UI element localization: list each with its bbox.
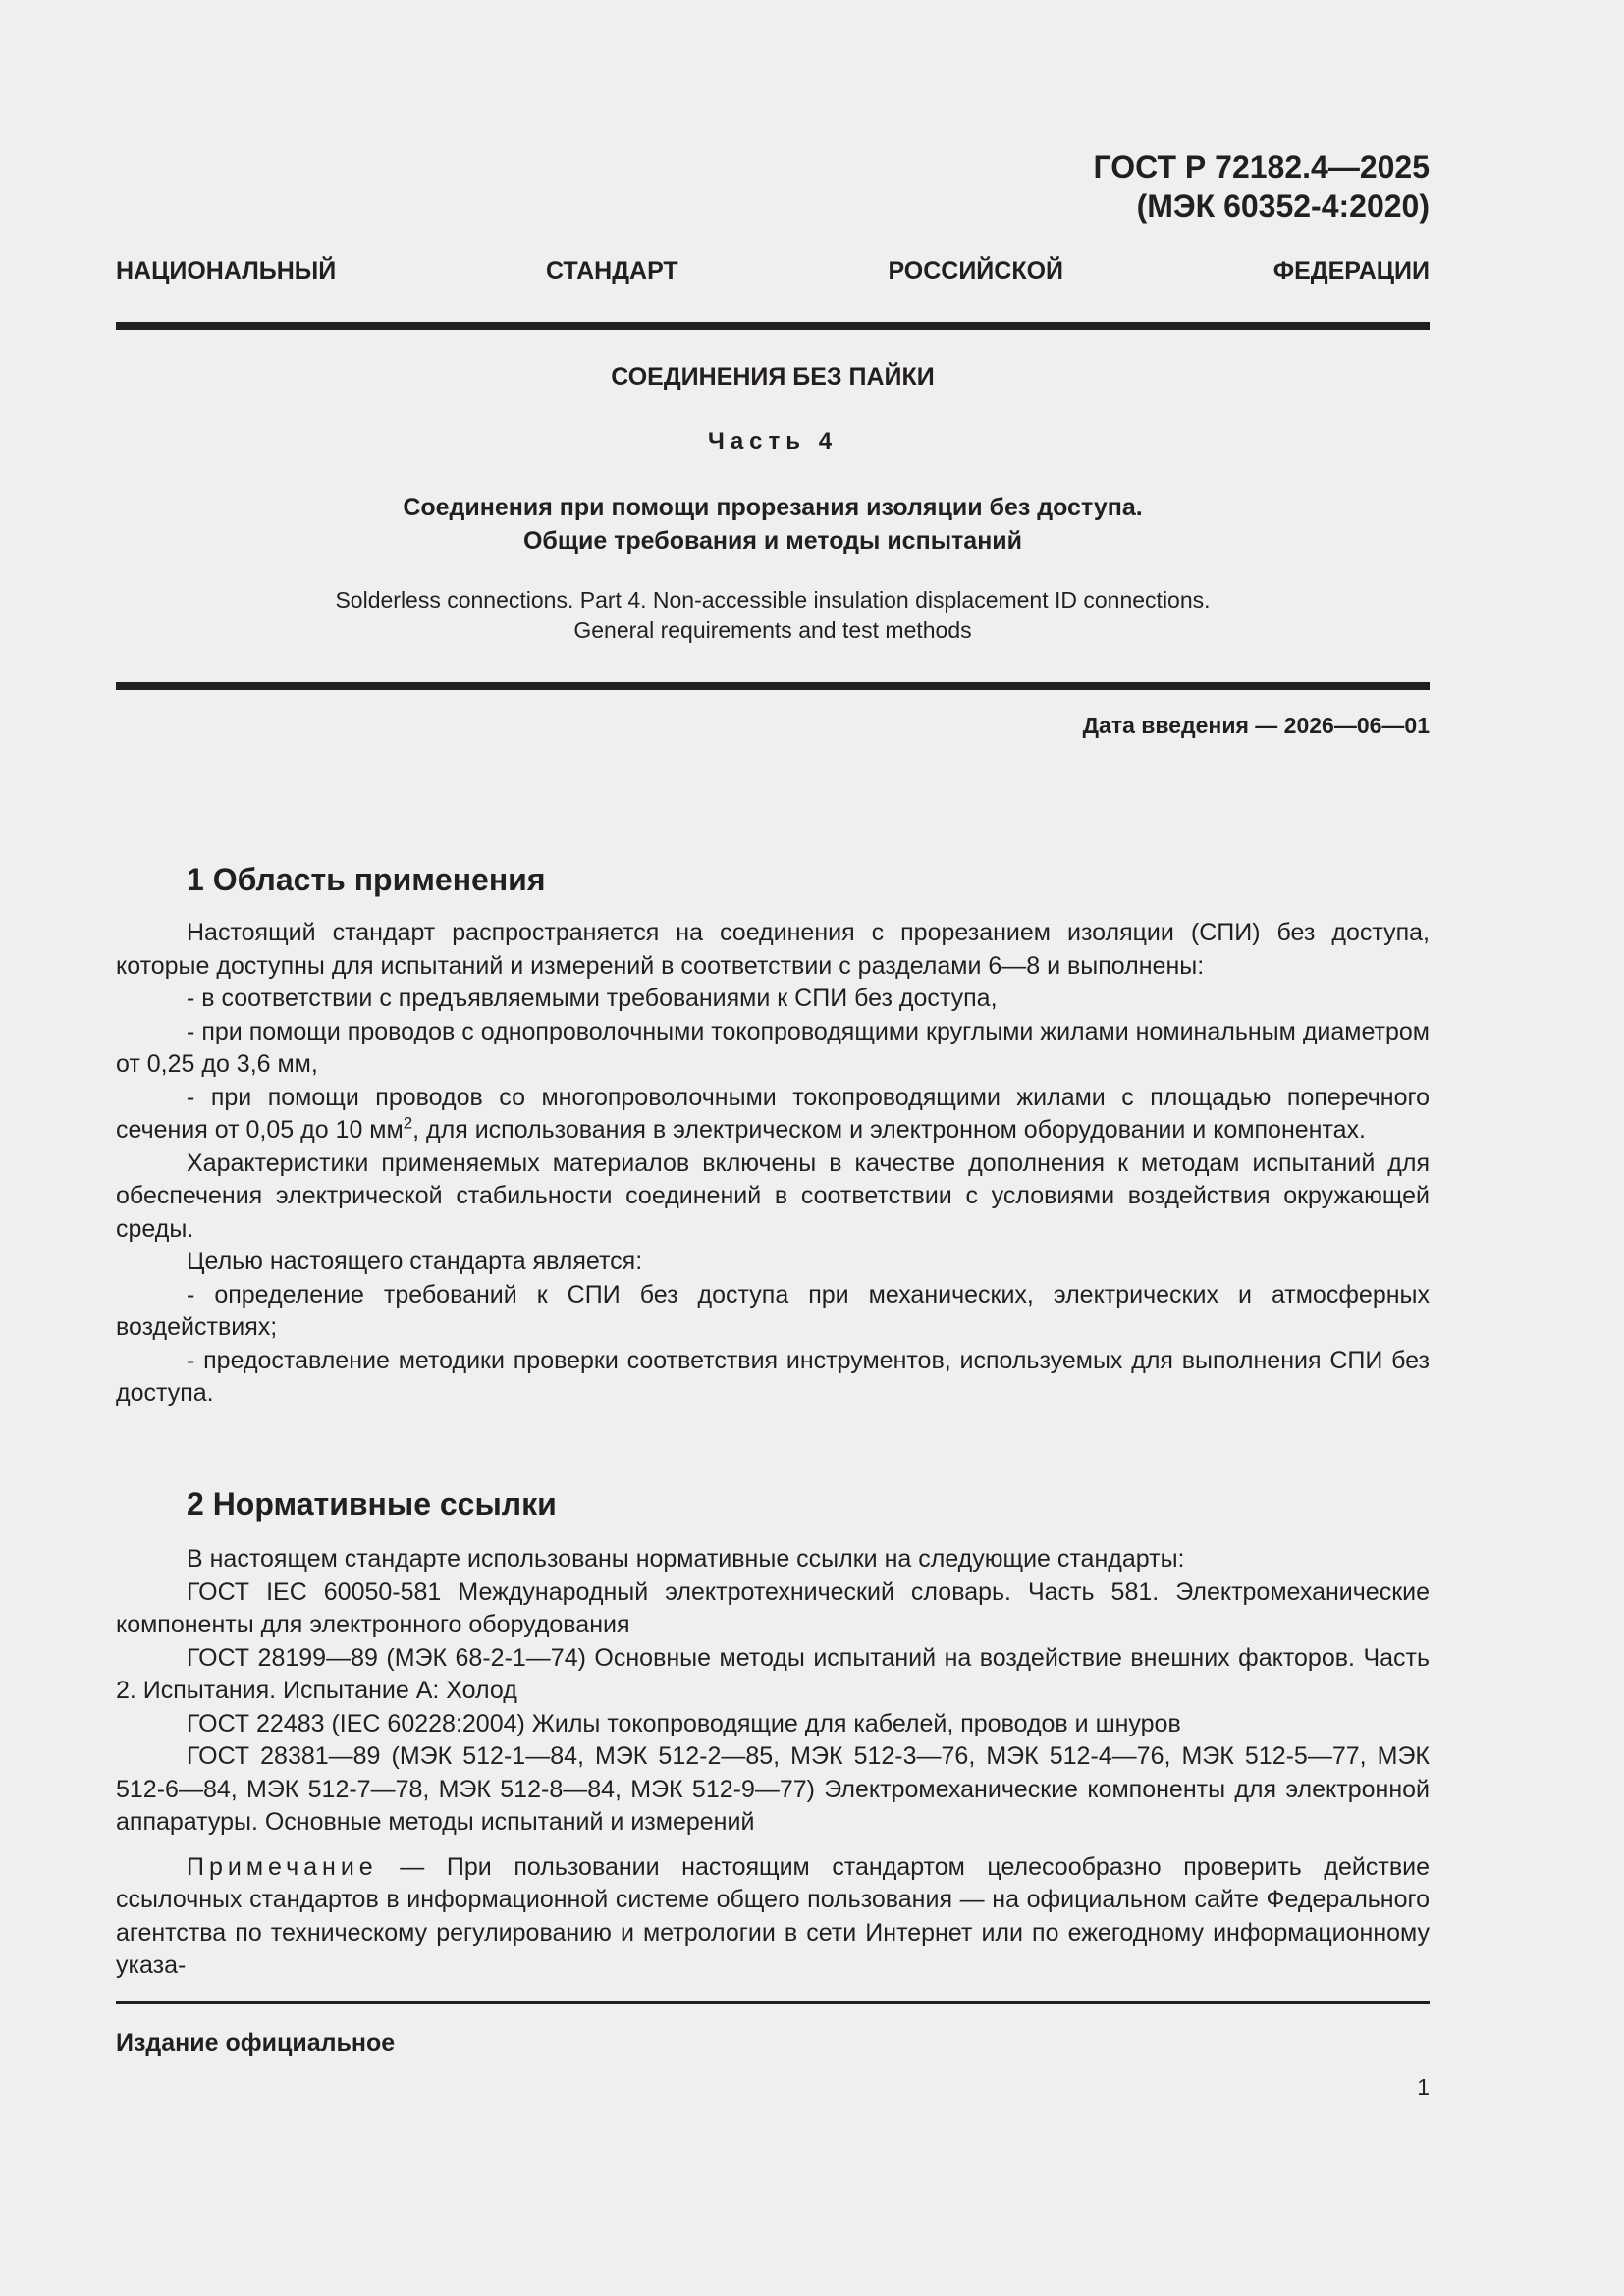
english-title-line1: Solderless connections. Part 4. Non-accessible insulation displacement ID connections. <box>335 587 1211 613</box>
english-title-line2: General requirements and test methods <box>573 617 972 643</box>
subtitle-line2: Общие требования и методы испытаний <box>522 527 1023 555</box>
paragraph: В настоящем стандарте использованы нормативные ссылки на следующие стандарты: <box>187 1545 1185 1573</box>
section-heading: 1 Область применения <box>187 862 546 897</box>
english-title <box>116 585 1430 646</box>
paragraph: Целью настоящего стандарта является: <box>187 1248 643 1275</box>
document-subtitle <box>116 491 1430 558</box>
reference-item: ГОСТ 22483 (IEC 60228:2004) Жилы токопроводящие для кабелей, проводов и шнуров <box>187 1709 1181 1737</box>
standard-code <box>1094 147 1430 226</box>
note-text: — При пользовании настоящим стандартом целесообразно проверить действие ссылочных стандартов в информационной системе общего пользования — на официальном сайте Федерального агентства по техническому регулированию и метрологии в сети Интернет или по ежегодному информационному указа- <box>116 1852 1430 1979</box>
standard-code-line1: ГОСТ Р 72182.4—2025 <box>1093 149 1430 185</box>
banner-word: НАЦИОНАЛЬНЫЙ <box>116 257 337 285</box>
note <box>116 1851 1430 1983</box>
list-item: - в соответствии с предъявляемыми требованиями к СПИ без доступа, <box>187 985 998 1012</box>
standard-code-line2: (МЭК 60352-4:2020) <box>1136 188 1430 224</box>
part-label: Часть 4 <box>707 428 839 454</box>
list-item: - предоставление методики проверки соответствия инструментов, используемых для выполнения СПИ без доступа. <box>116 1346 1430 1407</box>
list-item-text: - при помощи проводов со многопроволочными токопроводящими жилами с площадью поперечного сечения от 0,05 до 10 мм <box>116 1083 1430 1144</box>
header-divider <box>116 322 1430 330</box>
section-heading: 2 Нормативные ссылки <box>187 1486 557 1522</box>
list-item-text: , для использования в электрическом и электронном оборудовании и компонентах. <box>412 1116 1366 1144</box>
reference-item: ГОСТ 28199—89 (МЭК 68-2-1—74) Основные методы испытаний на воздействие внешних факторов. Часть 2. Испытания. Испытание А: Холод <box>116 1643 1430 1704</box>
official-edition-label: Издание официальное <box>116 2029 396 2056</box>
paragraph: Характеристики применяемых материалов включены в качестве дополнения к методам испытаний для обеспечения электрической стабильности соединений в соответствии с условиями воздействия окружающей среды. <box>116 1148 1430 1243</box>
national-standard-banner <box>116 257 1430 286</box>
banner-word: СТАНДАРТ <box>545 257 678 285</box>
banner-word: ФЕДЕРАЦИИ <box>1272 257 1430 285</box>
list-item: - при помощи проводов с однопроволочными токопроводящими круглыми жилами номинальным диаметром от 0,25 до 3,6 мм, <box>116 1017 1430 1078</box>
note-lead: Примечание <box>187 1852 378 1881</box>
list-item: - определение требований к СПИ без доступа при механических, электрических и атмосферных воздействиях; <box>116 1280 1430 1341</box>
introduction-date: Дата введения — 2026—06—01 <box>1082 713 1430 738</box>
title-divider <box>116 682 1430 690</box>
footer-divider <box>116 2001 1430 2004</box>
reference-item: ГОСТ IEC 60050-581 Международный электротехнический словарь. Часть 581. Электромеханические компоненты для электронного оборудования <box>116 1577 1430 1638</box>
reference-item: ГОСТ 28381—89 (МЭК 512-1—84, МЭК 512-2—85, МЭК 512-3—76, МЭК 512-4—76, МЭК 512-5—77, МЭК 512-6—84, МЭК 512-7—78, МЭК 512-8—84, МЭК 512-9—77) Электромеханические компоненты для электронной аппаратуры. Основные методы испытаний и измерений <box>116 1742 1430 1836</box>
section-scope <box>116 860 1430 1411</box>
page-number: 1 <box>1417 2074 1430 2100</box>
document-title: СОЕДИНЕНИЯ БЕЗ ПАЙКИ <box>611 363 935 391</box>
banner-word: РОССИЙСКОЙ <box>888 257 1064 285</box>
superscript: 2 <box>403 1113 413 1133</box>
list-item <box>116 1082 1430 1148</box>
paragraph: Настоящий стандарт распространяется на соединения с прорезанием изоляции (СПИ) без доступа, которые доступны для испытаний и измерений в соответствии с разделами 6—8 и выполнены: <box>116 919 1430 980</box>
subtitle-line1: Соединения при помощи прорезания изоляции без доступа. <box>403 494 1143 521</box>
section-references <box>116 1484 1430 1983</box>
